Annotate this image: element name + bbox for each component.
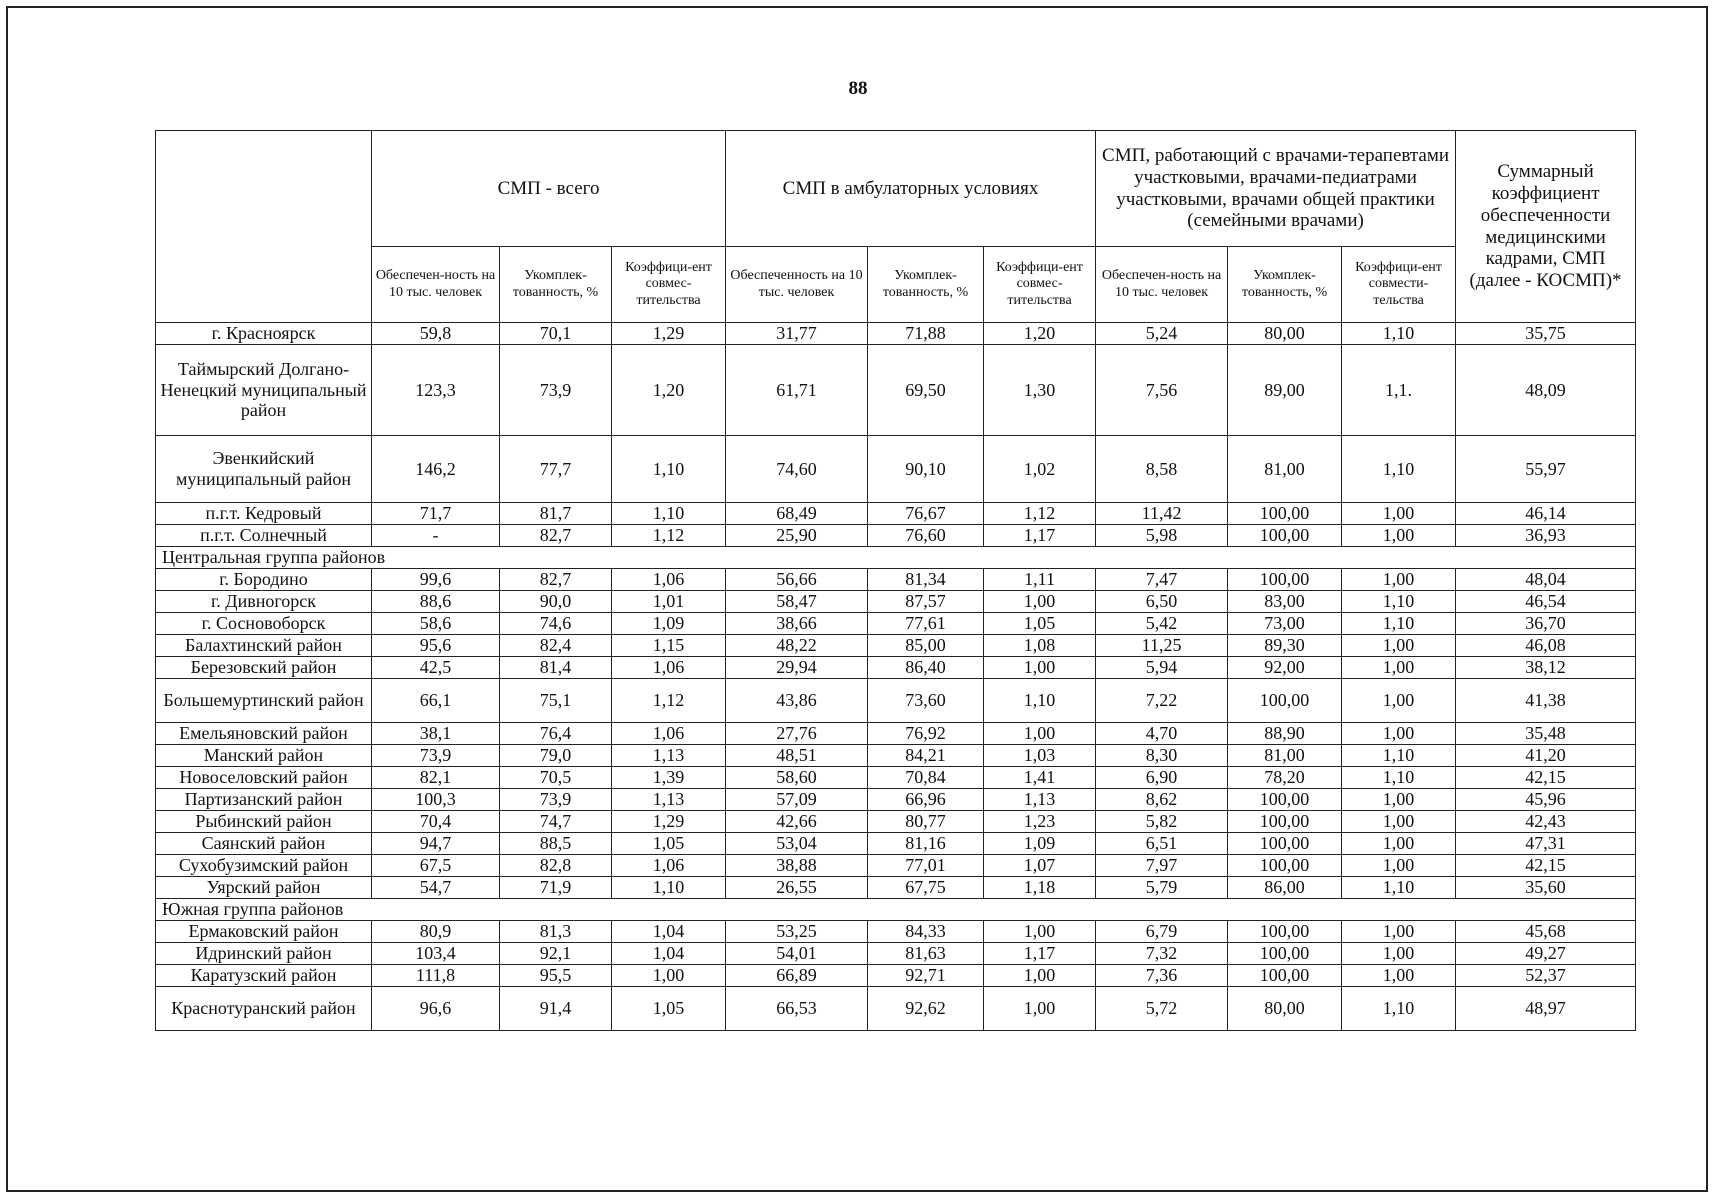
subheader-cell: Обеспеченность на 10 тыс. человек [726, 247, 868, 323]
value-cell: 76,92 [868, 723, 984, 745]
value-cell: 1,10 [1342, 987, 1456, 1031]
value-cell: 1,03 [984, 745, 1096, 767]
territory-name: Таймырский Долгано-Ненецкий муниципальный район [156, 345, 372, 436]
value-cell: 76,60 [868, 525, 984, 547]
value-cell: 1,10 [612, 877, 726, 899]
value-cell: 76,4 [500, 723, 612, 745]
value-cell: 1,12 [612, 679, 726, 723]
value-cell: 81,63 [868, 943, 984, 965]
value-cell: 92,62 [868, 987, 984, 1031]
territory-name: г. Красноярск [156, 323, 372, 345]
value-cell: 38,88 [726, 855, 868, 877]
value-cell: 1,41 [984, 767, 1096, 789]
value-cell: 46,54 [1456, 591, 1636, 613]
territory-name: п.г.т. Кедровый [156, 503, 372, 525]
table-row [156, 965, 1636, 987]
value-cell: 5,94 [1096, 657, 1228, 679]
value-cell: 70,5 [500, 767, 612, 789]
value-cell: 103,4 [372, 943, 500, 965]
value-cell: 1,10 [1342, 436, 1456, 503]
value-cell: 80,9 [372, 921, 500, 943]
table-row [156, 503, 1636, 525]
value-cell: 68,49 [726, 503, 868, 525]
value-cell: 90,0 [500, 591, 612, 613]
value-cell: 77,01 [868, 855, 984, 877]
value-cell: 1,29 [612, 811, 726, 833]
value-cell: 100,00 [1228, 943, 1342, 965]
value-cell: 1,02 [984, 436, 1096, 503]
value-cell: 1,20 [612, 345, 726, 436]
value-cell: 7,36 [1096, 965, 1228, 987]
value-cell: 100,00 [1228, 569, 1342, 591]
value-cell: 38,66 [726, 613, 868, 635]
value-cell: 100,00 [1228, 789, 1342, 811]
table-row [156, 833, 1636, 855]
value-cell: 73,9 [500, 345, 612, 436]
value-cell: 74,60 [726, 436, 868, 503]
value-cell: 71,9 [500, 877, 612, 899]
value-cell: 48,04 [1456, 569, 1636, 591]
territory-name: Манский район [156, 745, 372, 767]
value-cell: 54,01 [726, 943, 868, 965]
value-cell: 73,9 [372, 745, 500, 767]
value-cell: 88,90 [1228, 723, 1342, 745]
value-cell: 80,77 [868, 811, 984, 833]
value-cell: 53,04 [726, 833, 868, 855]
value-cell: 100,00 [1228, 965, 1342, 987]
value-cell: 84,33 [868, 921, 984, 943]
value-cell: 1,17 [984, 943, 1096, 965]
value-cell: 88,6 [372, 591, 500, 613]
value-cell: 26,55 [726, 877, 868, 899]
value-cell: 5,42 [1096, 613, 1228, 635]
value-cell: 1,00 [984, 591, 1096, 613]
value-cell: 11,42 [1096, 503, 1228, 525]
territory-name: Сухобузимский район [156, 855, 372, 877]
value-cell: 42,43 [1456, 811, 1636, 833]
value-cell: 7,56 [1096, 345, 1228, 436]
value-cell: 81,3 [500, 921, 612, 943]
table-row [156, 745, 1636, 767]
table-header [156, 131, 1636, 323]
value-cell: 4,70 [1096, 723, 1228, 745]
territory-name: Большемуртинский район [156, 679, 372, 723]
value-cell: 45,68 [1456, 921, 1636, 943]
value-cell: 77,61 [868, 613, 984, 635]
value-cell: 1,00 [1342, 503, 1456, 525]
value-cell: 1,20 [984, 323, 1096, 345]
value-cell: 6,90 [1096, 767, 1228, 789]
territory-name: г. Бородино [156, 569, 372, 591]
value-cell: 82,8 [500, 855, 612, 877]
value-cell: 5,72 [1096, 987, 1228, 1031]
value-cell: 1,00 [1342, 833, 1456, 855]
territory-name: Краснотуранский район [156, 987, 372, 1031]
table-row [156, 723, 1636, 745]
value-cell: 1,06 [612, 569, 726, 591]
value-cell: 1,01 [612, 591, 726, 613]
table-row [156, 323, 1636, 345]
value-cell: 1,10 [1342, 613, 1456, 635]
value-cell: 48,22 [726, 635, 868, 657]
value-cell: 1,00 [984, 921, 1096, 943]
value-cell: 84,21 [868, 745, 984, 767]
value-cell: 86,40 [868, 657, 984, 679]
table-row [156, 345, 1636, 436]
table-row [156, 569, 1636, 591]
value-cell: 81,34 [868, 569, 984, 591]
value-cell: 61,71 [726, 345, 868, 436]
value-cell: 100,00 [1228, 833, 1342, 855]
value-cell: 42,15 [1456, 767, 1636, 789]
value-cell: 66,1 [372, 679, 500, 723]
value-cell: 1,17 [984, 525, 1096, 547]
territory-name: Ермаковский район [156, 921, 372, 943]
table-row [156, 943, 1636, 965]
value-cell: 1,00 [984, 987, 1096, 1031]
territory-name: Идринский район [156, 943, 372, 965]
value-cell: 47,31 [1456, 833, 1636, 855]
territory-name: Балахтинский район [156, 635, 372, 657]
value-cell: 29,94 [726, 657, 868, 679]
value-cell: 82,1 [372, 767, 500, 789]
table-row [156, 679, 1636, 723]
value-cell: 1,00 [984, 657, 1096, 679]
value-cell: 11,25 [1096, 635, 1228, 657]
value-cell: 36,93 [1456, 525, 1636, 547]
value-cell: 100,00 [1228, 921, 1342, 943]
value-cell: 1,00 [1342, 569, 1456, 591]
value-cell: 85,00 [868, 635, 984, 657]
value-cell: 1,13 [984, 789, 1096, 811]
value-cell: 1,13 [612, 789, 726, 811]
value-cell: 1,05 [984, 613, 1096, 635]
subheader-cell: Обеспечен-ность на 10 тыс. человек [1096, 247, 1228, 323]
value-cell: 81,16 [868, 833, 984, 855]
territory-name: Новоселовский район [156, 767, 372, 789]
value-cell: 1,07 [984, 855, 1096, 877]
value-cell: 92,1 [500, 943, 612, 965]
value-cell: 1,09 [612, 613, 726, 635]
territory-name: Рыбинский район [156, 811, 372, 833]
value-cell: 25,90 [726, 525, 868, 547]
value-cell: 35,60 [1456, 877, 1636, 899]
value-cell: 48,09 [1456, 345, 1636, 436]
value-cell: 1,18 [984, 877, 1096, 899]
territory-name: Эвенкийский муниципальный район [156, 436, 372, 503]
table-row [156, 987, 1636, 1031]
value-cell: 1,08 [984, 635, 1096, 657]
value-cell: 146,2 [372, 436, 500, 503]
value-cell: 1,00 [1342, 657, 1456, 679]
value-cell: 78,20 [1228, 767, 1342, 789]
value-cell: 1,1. [1342, 345, 1456, 436]
value-cell: 6,79 [1096, 921, 1228, 943]
value-cell: 87,57 [868, 591, 984, 613]
value-cell: 95,6 [372, 635, 500, 657]
value-cell: 67,5 [372, 855, 500, 877]
table-row [156, 613, 1636, 635]
value-cell: 1,00 [984, 965, 1096, 987]
value-cell: 82,7 [500, 569, 612, 591]
value-cell: 92,71 [868, 965, 984, 987]
value-cell: 123,3 [372, 345, 500, 436]
value-cell: 100,00 [1228, 855, 1342, 877]
territory-name: г. Сосновоборск [156, 613, 372, 635]
value-cell: 82,7 [500, 525, 612, 547]
value-cell: 42,66 [726, 811, 868, 833]
value-cell: 99,6 [372, 569, 500, 591]
staffing-table [155, 130, 1636, 1031]
value-cell: 1,13 [612, 745, 726, 767]
value-cell: 92,00 [1228, 657, 1342, 679]
value-cell: 1,04 [612, 943, 726, 965]
value-cell: 31,77 [726, 323, 868, 345]
table-row [156, 657, 1636, 679]
value-cell: 81,7 [500, 503, 612, 525]
value-cell: 55,97 [1456, 436, 1636, 503]
value-cell: 1,11 [984, 569, 1096, 591]
value-cell: 80,00 [1228, 323, 1342, 345]
header-smp-district: СМП, работающий с врачами-терапевтами участковыми, врачами-педиатрами участковыми, врачами общей практики (семейными врачами) [1096, 131, 1456, 247]
value-cell: 7,32 [1096, 943, 1228, 965]
table-row [156, 921, 1636, 943]
value-cell: 80,00 [1228, 987, 1342, 1031]
territory-name: п.г.т. Солнечный [156, 525, 372, 547]
value-cell: 94,7 [372, 833, 500, 855]
subheader-cell: Укомплек-тованность, % [500, 247, 612, 323]
value-cell: 1,29 [612, 323, 726, 345]
table-row [156, 635, 1636, 657]
value-cell: 27,76 [726, 723, 868, 745]
value-cell: 6,51 [1096, 833, 1228, 855]
value-cell: 1,00 [1342, 965, 1456, 987]
territory-name: Каратузский район [156, 965, 372, 987]
value-cell: 89,30 [1228, 635, 1342, 657]
value-cell: 90,10 [868, 436, 984, 503]
value-cell: 71,7 [372, 503, 500, 525]
value-cell: 7,47 [1096, 569, 1228, 591]
territory-name: Партизанский район [156, 789, 372, 811]
value-cell: 1,00 [1342, 635, 1456, 657]
value-cell: 88,5 [500, 833, 612, 855]
value-cell: 1,10 [1342, 745, 1456, 767]
value-cell: 82,4 [500, 635, 612, 657]
value-cell: 95,5 [500, 965, 612, 987]
value-cell: 1,00 [612, 965, 726, 987]
value-cell: 43,86 [726, 679, 868, 723]
value-cell: 7,97 [1096, 855, 1228, 877]
value-cell: 46,08 [1456, 635, 1636, 657]
value-cell: 1,39 [612, 767, 726, 789]
value-cell: 66,53 [726, 987, 868, 1031]
value-cell: 67,75 [868, 877, 984, 899]
value-cell: 73,9 [500, 789, 612, 811]
section-title: Центральная группа районов [156, 547, 1636, 569]
value-cell: 8,30 [1096, 745, 1228, 767]
header-blank-cell [156, 131, 372, 323]
value-cell: 73,60 [868, 679, 984, 723]
value-cell: 96,6 [372, 987, 500, 1031]
value-cell: 1,12 [984, 503, 1096, 525]
value-cell: 1,00 [1342, 789, 1456, 811]
value-cell: 53,25 [726, 921, 868, 943]
section-row [156, 547, 1636, 569]
value-cell: 42,15 [1456, 855, 1636, 877]
value-cell: 59,8 [372, 323, 500, 345]
value-cell: 79,0 [500, 745, 612, 767]
value-cell: 1,23 [984, 811, 1096, 833]
table-row [156, 877, 1636, 899]
value-cell: 70,4 [372, 811, 500, 833]
value-cell: 81,00 [1228, 436, 1342, 503]
value-cell: 74,7 [500, 811, 612, 833]
subheader-cell: Коэффици-ент совмес-тительства [984, 247, 1096, 323]
value-cell: 48,97 [1456, 987, 1636, 1031]
value-cell: 36,70 [1456, 613, 1636, 635]
value-cell: 1,06 [612, 855, 726, 877]
value-cell: 1,00 [1342, 943, 1456, 965]
territory-name: Саянский район [156, 833, 372, 855]
value-cell: 1,10 [612, 436, 726, 503]
header-kosmp: Суммарный коэффициент обеспеченности медицинскими кадрами, СМП (далее - КОСМП)* [1456, 131, 1636, 323]
table-body [156, 323, 1636, 1031]
value-cell: 66,89 [726, 965, 868, 987]
value-cell: 1,05 [612, 833, 726, 855]
header-smp-total: СМП - всего [372, 131, 726, 247]
section-title: Южная группа районов [156, 899, 1636, 921]
value-cell: 8,58 [1096, 436, 1228, 503]
value-cell: 100,00 [1228, 503, 1342, 525]
value-cell: 100,3 [372, 789, 500, 811]
territory-name: г. Дивногорск [156, 591, 372, 613]
value-cell: 1,10 [1342, 877, 1456, 899]
territory-name: Уярский район [156, 877, 372, 899]
value-cell: 7,22 [1096, 679, 1228, 723]
value-cell: 38,1 [372, 723, 500, 745]
territory-name: Емельяновский район [156, 723, 372, 745]
territory-name: Березовский район [156, 657, 372, 679]
table-row [156, 811, 1636, 833]
value-cell: 86,00 [1228, 877, 1342, 899]
value-cell: 69,50 [868, 345, 984, 436]
value-cell: 49,27 [1456, 943, 1636, 965]
subheader-cell: Обеспечен-ность на 10 тыс. человек [372, 247, 500, 323]
value-cell: 54,7 [372, 877, 500, 899]
value-cell: 52,37 [1456, 965, 1636, 987]
value-cell: 1,10 [984, 679, 1096, 723]
value-cell: 1,10 [1342, 767, 1456, 789]
value-cell: 1,15 [612, 635, 726, 657]
value-cell: 70,1 [500, 323, 612, 345]
section-row [156, 899, 1636, 921]
value-cell: 74,6 [500, 613, 612, 635]
table-row [156, 591, 1636, 613]
table-row [156, 525, 1636, 547]
value-cell: 1,10 [612, 503, 726, 525]
value-cell: 70,84 [868, 767, 984, 789]
value-cell: 35,75 [1456, 323, 1636, 345]
table-row [156, 789, 1636, 811]
value-cell: 5,82 [1096, 811, 1228, 833]
value-cell: 91,4 [500, 987, 612, 1031]
value-cell: 58,47 [726, 591, 868, 613]
value-cell: 1,00 [1342, 811, 1456, 833]
value-cell: 100,00 [1228, 525, 1342, 547]
value-cell: 57,09 [726, 789, 868, 811]
value-cell: 71,88 [868, 323, 984, 345]
value-cell: - [372, 525, 500, 547]
subheader-cell: Коэффици-ент совмести-тельства [1342, 247, 1456, 323]
value-cell: 1,06 [612, 723, 726, 745]
value-cell: 1,00 [1342, 679, 1456, 723]
value-cell: 42,5 [372, 657, 500, 679]
value-cell: 1,10 [1342, 591, 1456, 613]
table-row [156, 436, 1636, 503]
value-cell: 75,1 [500, 679, 612, 723]
value-cell: 46,14 [1456, 503, 1636, 525]
table-row [156, 767, 1636, 789]
value-cell: 35,48 [1456, 723, 1636, 745]
value-cell: 73,00 [1228, 613, 1342, 635]
page-number: 88 [848, 78, 868, 99]
value-cell: 8,62 [1096, 789, 1228, 811]
header-smp-ambulatory: СМП в амбулаторных условиях [726, 131, 1096, 247]
value-cell: 66,96 [868, 789, 984, 811]
value-cell: 1,00 [1342, 723, 1456, 745]
value-cell: 5,98 [1096, 525, 1228, 547]
value-cell: 1,00 [984, 723, 1096, 745]
value-cell: 1,30 [984, 345, 1096, 436]
value-cell: 1,00 [1342, 855, 1456, 877]
subheader-cell: Укомплек-тованность, % [868, 247, 984, 323]
value-cell: 1,04 [612, 921, 726, 943]
value-cell: 38,12 [1456, 657, 1636, 679]
value-cell: 81,00 [1228, 745, 1342, 767]
value-cell: 6,50 [1096, 591, 1228, 613]
value-cell: 58,60 [726, 767, 868, 789]
value-cell: 58,6 [372, 613, 500, 635]
subheader-cell: Коэффици-ент совмес-тительства [612, 247, 726, 323]
value-cell: 77,7 [500, 436, 612, 503]
subheader-cell: Укомплек-тованность, % [1228, 247, 1342, 323]
value-cell: 1,00 [1342, 525, 1456, 547]
value-cell: 1,00 [1342, 921, 1456, 943]
value-cell: 5,79 [1096, 877, 1228, 899]
value-cell: 81,4 [500, 657, 612, 679]
value-cell: 89,00 [1228, 345, 1342, 436]
value-cell: 76,67 [868, 503, 984, 525]
value-cell: 1,09 [984, 833, 1096, 855]
value-cell: 1,05 [612, 987, 726, 1031]
value-cell: 100,00 [1228, 679, 1342, 723]
value-cell: 41,20 [1456, 745, 1636, 767]
table-row [156, 855, 1636, 877]
value-cell: 5,24 [1096, 323, 1228, 345]
value-cell: 111,8 [372, 965, 500, 987]
value-cell: 56,66 [726, 569, 868, 591]
value-cell: 1,06 [612, 657, 726, 679]
value-cell: 1,12 [612, 525, 726, 547]
value-cell: 48,51 [726, 745, 868, 767]
value-cell: 45,96 [1456, 789, 1636, 811]
value-cell: 41,38 [1456, 679, 1636, 723]
value-cell: 83,00 [1228, 591, 1342, 613]
value-cell: 1,10 [1342, 323, 1456, 345]
value-cell: 100,00 [1228, 811, 1342, 833]
